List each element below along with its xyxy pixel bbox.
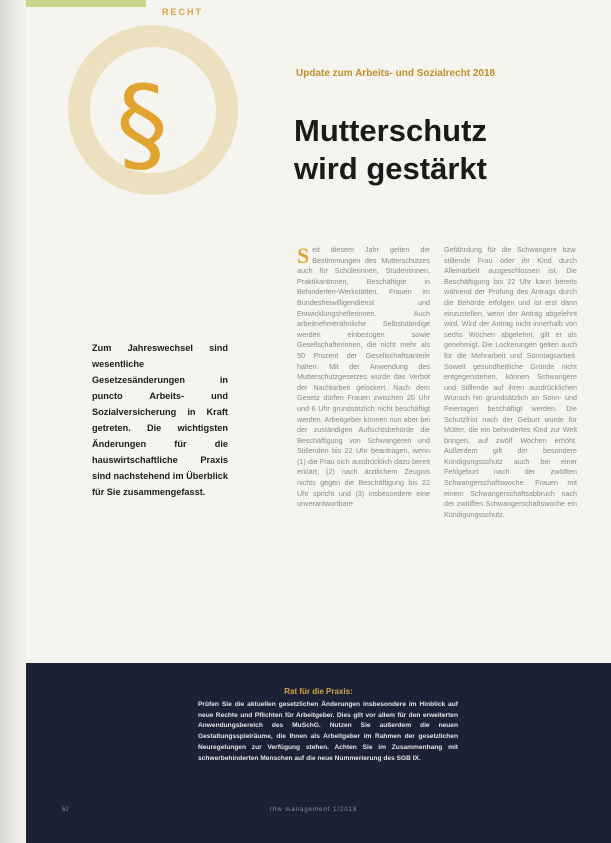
page-footer <box>26 807 611 821</box>
article-column-1 <box>297 245 430 510</box>
page-title <box>294 112 487 188</box>
section-color-bar <box>26 0 146 7</box>
footer-publication: rhw management 1/2018 <box>270 807 358 813</box>
title-line-2: wird gestärkt <box>294 151 487 186</box>
article-column-2: Gefährdung für die Schwangere bzw. stillende Frau oder ihr Kind durch Alleinarbeit ausgeschlossen ist. Die Beschäftigung bis 22 Uhr kann bereits während der Prüfung des Antrags durch die Behörde erfolgen und ist erst dann einzustellen, wenn der Antrag abgelehnt wird. Wird der Antrag nicht innerhalb von sechs Wochen abgelehnt, gilt er als genehmigt. Die Lockerungen gelten auch für die Mehrarbeit und Sonntagsarbeit. Soweit gesundheitliche Gründe nicht entgegenstehen, können Schwangere und Stillende auf ihren ausdrücklichen Wunsch hin grundsätzlich an Sonn- und Feiertagen beschäftigt werden. Die Schutzfrist nach der Geburt wurde für Mütter, die ein behindertes Kind zur Welt bringen, auf zwölf Wochen erhöht. Außerdem gilt der besondere Kündigungsschutz auch bei einer Fehlgeburt nach der zwölften Schwangerschaftswoche. Frauen mit einem Schwangerschaftsabbruch nach der zwölften Schwangerschaftswoche ein Kündigungsschutz. <box>444 245 577 519</box>
update-kicker: Update zum Arbeits- und Sozialrecht 2018 <box>296 68 496 79</box>
article-column-1-text: eit diesem Jahr gelten die Bestimmungen des Mutterschutzes auch für Schülerinnen, Studentinnen, Praktikantinnen, Beschäftigte in Behinderten-Werkstätten, Frauen im Bundesfreiwilligendienst und Entwicklungshelferinnen. Auch arbeitnehmerähnliche Selbstständige werden einbezogen sowie Gesellschafterinnen, die nicht mehr als 50 Prozent der Gesellschaftsanteile halten. Mit der Anwendung des Mutterschutzgesetzes wurde das Verbot der Nachtarbeit gelockert. Nach dem Gesetz dürfen Frauen zwischen 20 Uhr und 6 Uhr grundsätzlich nicht beschäftigt werden. Arbeitgeber können nun aber bei der zuständigen Aufsichtsbehörde die Beschäftigung von Schwangeren und Stillenden bis 22 Uhr beantragen, wenn (1) die Frau sich ausdrücklich dazu bereit erklärt, (2) nach ärztlichem Zeugnis nichts gegen die Beschäftigung bis 22 Uhr spricht und (3) insbesondere eine unverantwortbare <box>297 245 430 509</box>
intro-teaser: Zum Jahreswechsel sind wesentliche Gesetzesänderungen in puncto Arbeits- und Sozialversicherung in Kraft getreten. Die wichtigsten Änderungen für die hauswirtschaftliche Praxis sind nachstehend im Überblick für Sie zusammengefasst. <box>92 343 228 497</box>
page-number: 52 <box>62 807 69 813</box>
tip-body: Prüfen Sie die aktuellen gesetzlichen Änderungen insbesondere im Hinblick auf neue Rechte und Pflichten für Arbeitgeber. Dies gilt vor allem für den erweiterten Anwendungsbereich des MuSchG. Nutzen Sie außerdem die neuen Gestaltungsspielräume, die Ihnen als Arbeitgeber im Rahmen der gesetzlichen Neuregelungen zur Verfügung stehen. Achten Sie im Zusammenhang mit schwerbehinderten Menschen auf die neue Nummerierung des SGB IX. <box>198 701 458 762</box>
paragraph-sign-icon: § <box>116 63 168 185</box>
page-gutter <box>0 0 26 843</box>
practice-tip-box <box>26 663 611 843</box>
title-line-1: Mutterschutz <box>294 113 487 148</box>
section-label: RECHT <box>162 7 203 17</box>
dropcap: S <box>297 243 310 268</box>
tip-title: Rat für die Praxis: <box>284 687 353 696</box>
